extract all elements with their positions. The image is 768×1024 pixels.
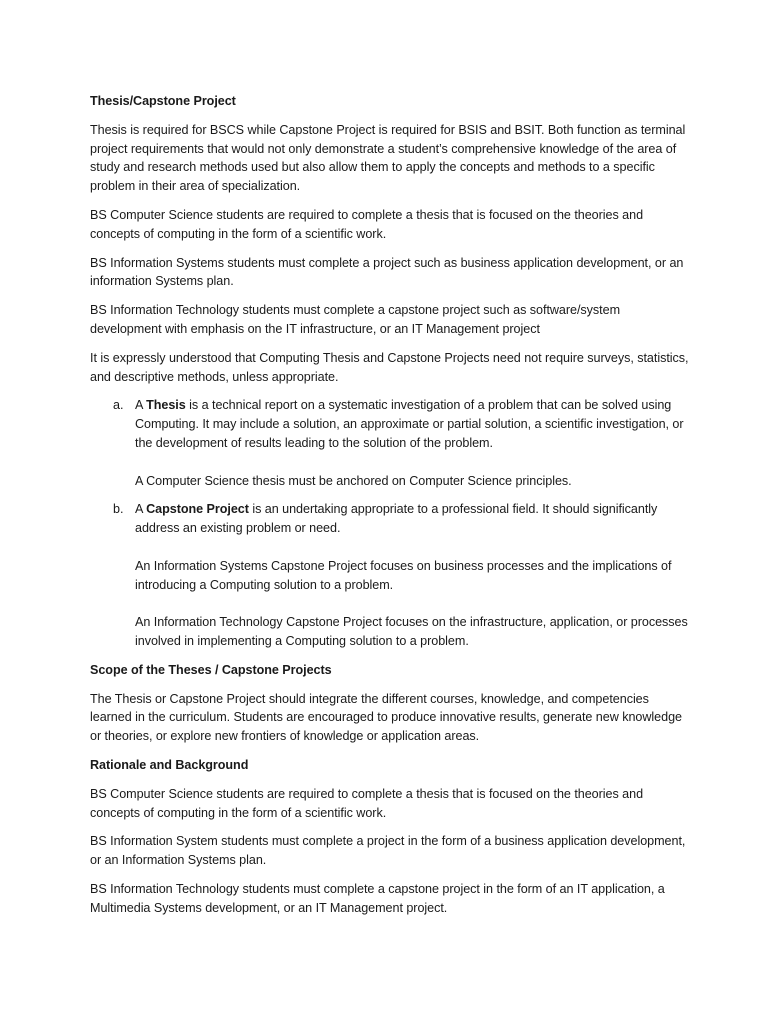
intro-paragraph: Thesis is required for BSCS while Capstone Project is required for BSIS and BSIT. Both function as terminal project requirements that would not only demonstrate a student’s comprehensive knowledge of the area of study and research methods used but also allow them to apply the concepts and methods to a specific problem in their area of specialization.	[90, 122, 686, 194]
definition-prefix: A	[135, 398, 147, 413]
list-marker: b.	[113, 502, 124, 517]
intro-paragraph: It is expressly understood that Computing Thesis and Capstone Projects need not require surveys, statistics, and descriptive methods, unless appropriate.	[90, 350, 689, 384]
definition-text: is an undertaking appropriate to a professional field. It should significantly address an existing problem or need.	[135, 502, 658, 536]
intro-paragraph: BS Computer Science students are required to complete a thesis that is focused on the theories and concepts of computing in the form of a scientific work.	[90, 207, 644, 241]
list-item-note: An Information Systems Capstone Project focuses on business processes and the implications of introducing a Computing solution to a problem.	[135, 558, 672, 592]
list-item-definition	[135, 396, 690, 452]
rationale-paragraph: BS Information Technology students must complete a capstone project in the form of an IT application, a Multimedia Systems development, or an IT Management project.	[90, 881, 665, 915]
rationale-heading: Rationale and Background	[90, 757, 249, 772]
scope-paragraph: The Thesis or Capstone Project should integrate the different courses, knowledge, and competencies learned in the curriculum. Students are encouraged to produce innovative results, generate new knowledge or theories, or explore new frontiers of knowledge or application areas.	[90, 691, 682, 744]
definition-text: is a technical report on a systematic investigation of a problem that can be solved using Computing. It may include a solution, an approximate or partial solution, a scientific investigation, or the development of results leading to the solution of the problem.	[135, 398, 684, 450]
list-item-thesis	[90, 396, 690, 490]
list-item-definition	[135, 500, 690, 538]
list-item-capstone	[90, 500, 690, 650]
list-item-note: A Computer Science thesis must be anchored on Computer Science principles.	[135, 473, 572, 488]
intro-paragraph: BS Information Systems students must complete a project such as business application development, or an information Systems plan.	[90, 255, 684, 289]
scope-heading: Scope of the Theses / Capstone Projects	[90, 662, 332, 677]
list-item-note: An Information Technology Capstone Project focuses on the infrastructure, application, or processes involved in implementing a Computing solution to a problem.	[135, 615, 688, 648]
intro-paragraph: BS Information Technology students must complete a capstone project such as software/system development with emphasis on the IT infrastructure, or an IT Management project	[90, 303, 621, 336]
rationale-paragraph: BS Computer Science students are required to complete a thesis that is focused on the theories and concepts of computing in the form of a scientific work.	[90, 786, 644, 820]
definition-prefix: A	[135, 502, 147, 517]
document-page	[90, 92, 690, 927]
rationale-paragraph: BS Information System students must complete a project in the form of a business application development, or an Information Systems plan.	[90, 834, 686, 868]
section-title: Thesis/Capstone Project	[90, 94, 236, 108]
list-marker: a.	[113, 398, 124, 413]
definition-term: Thesis	[146, 398, 186, 413]
definition-list	[90, 396, 690, 650]
definition-term: Capstone Project	[146, 502, 249, 517]
